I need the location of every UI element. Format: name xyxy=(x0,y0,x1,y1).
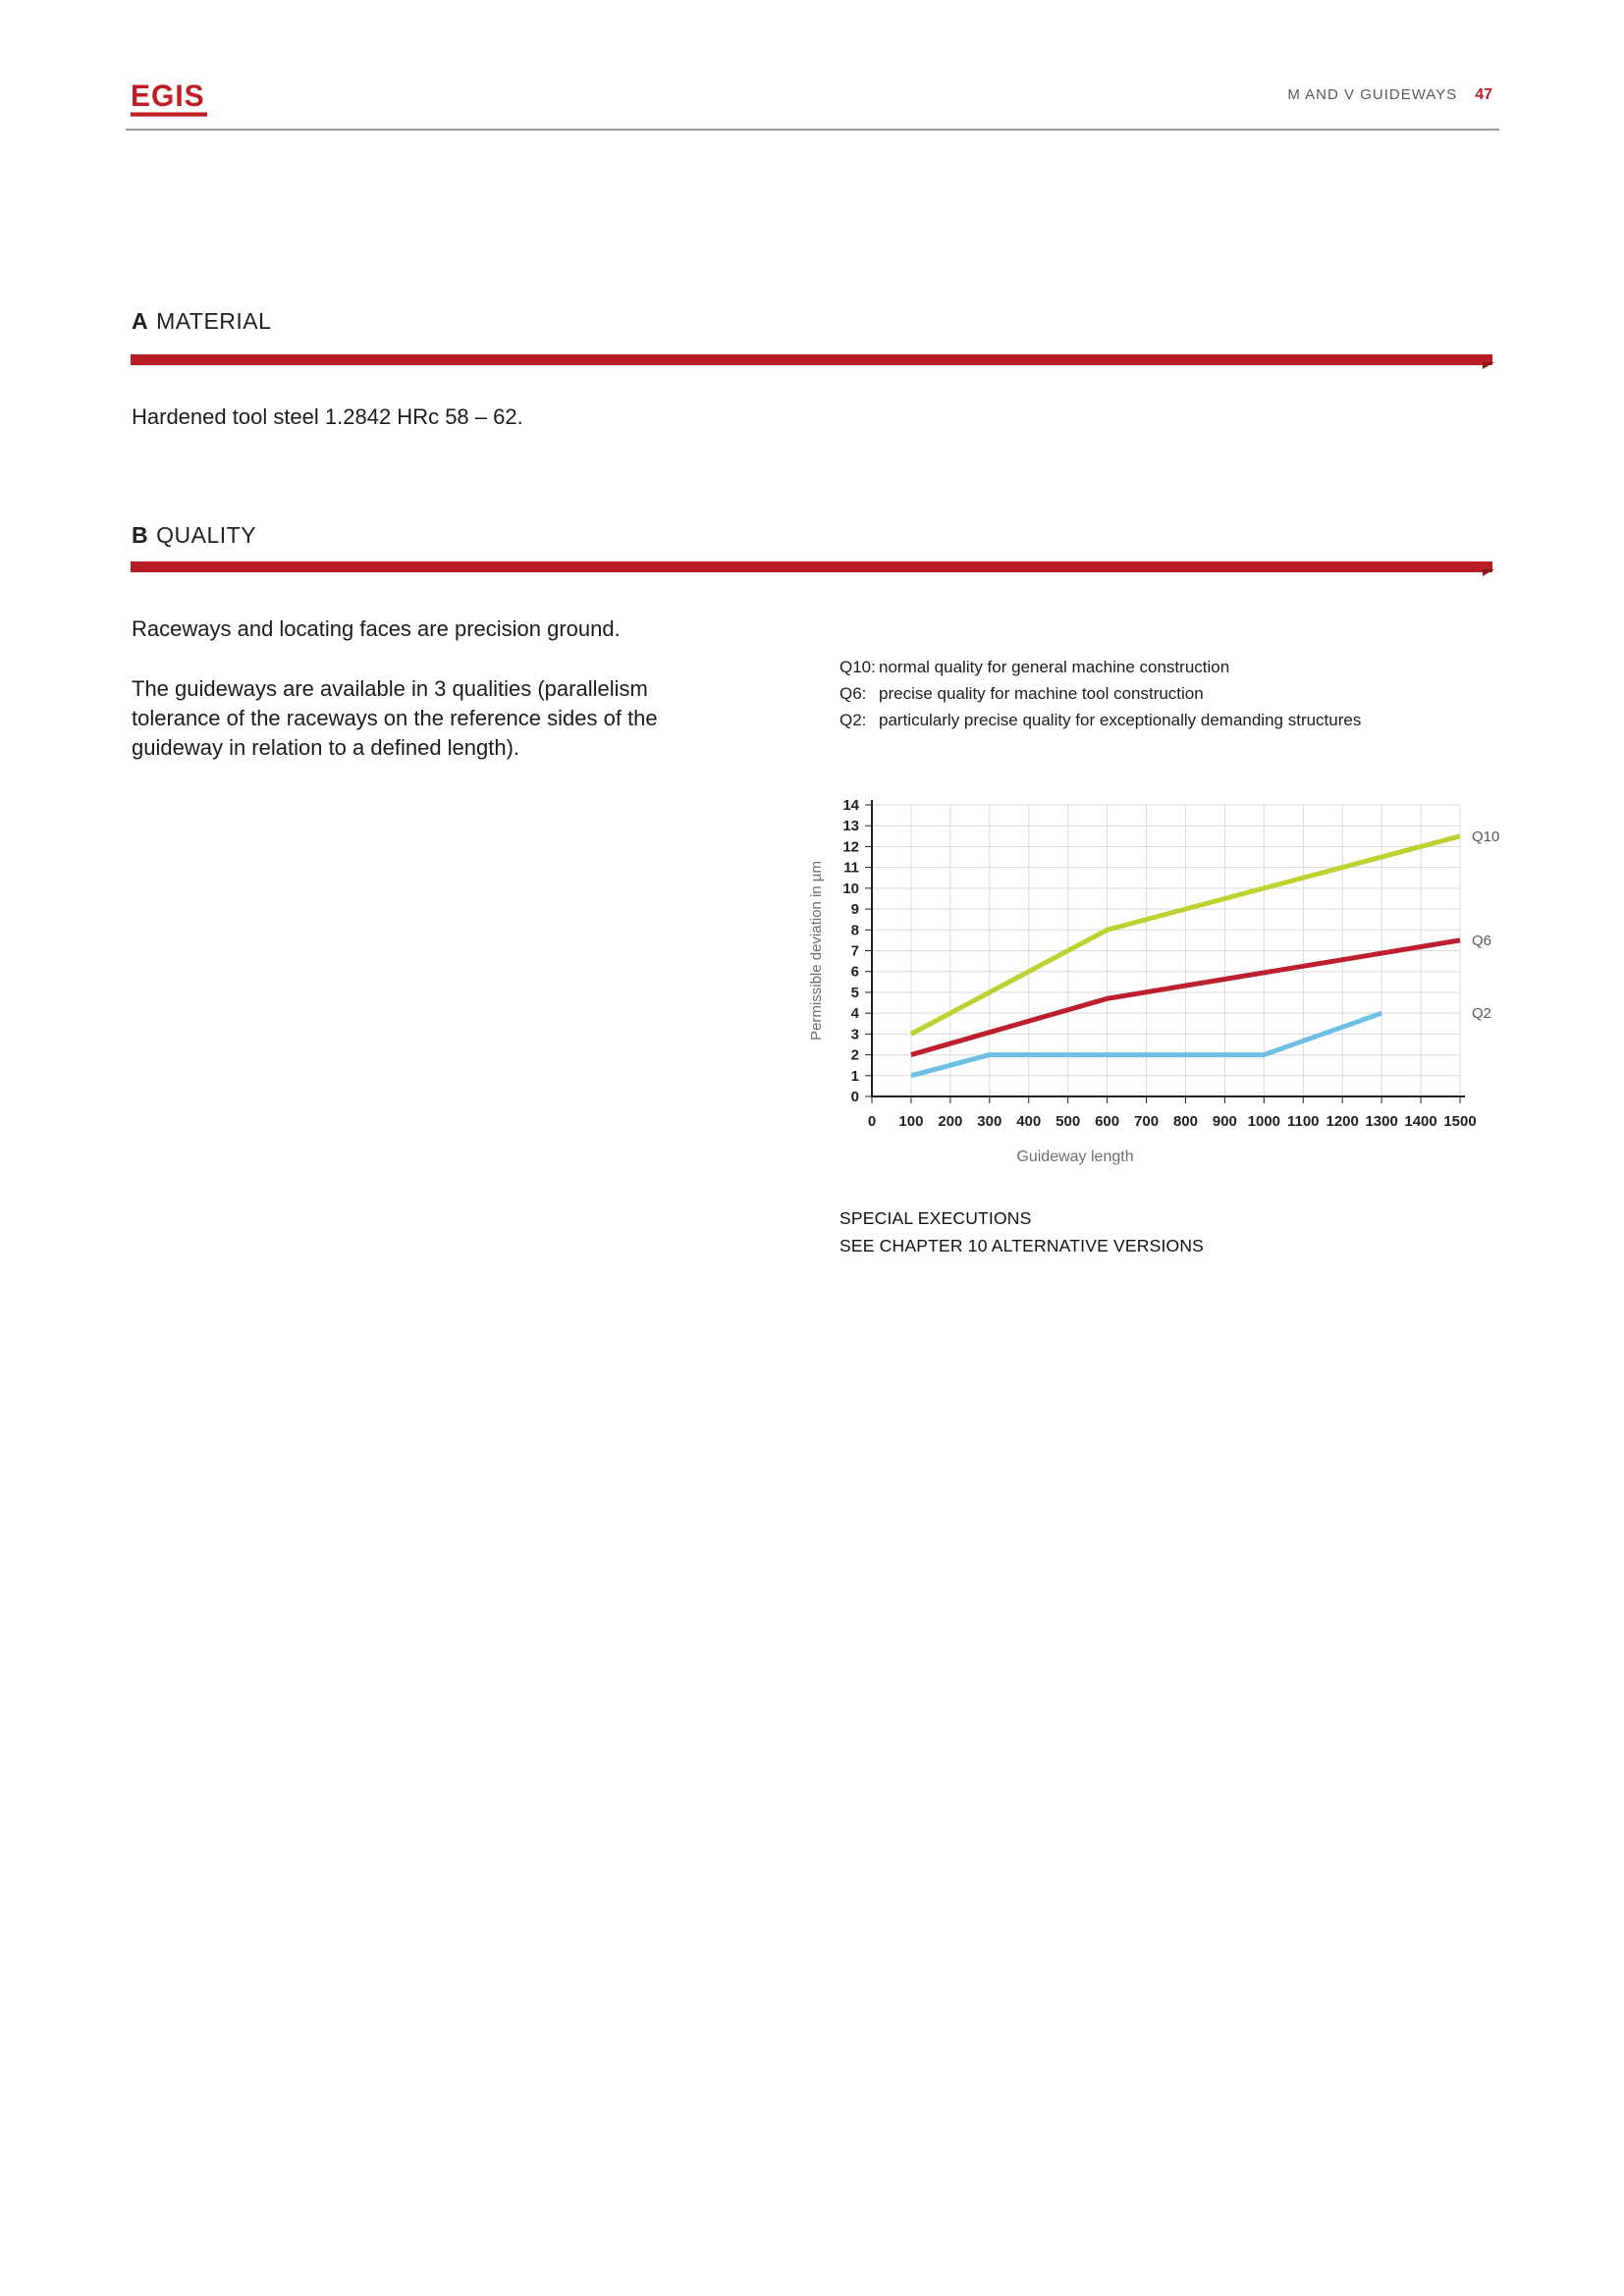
svg-text:800: 800 xyxy=(1172,1113,1198,1130)
section-a-title: MATERIAL xyxy=(156,308,272,334)
svg-text:11: 11 xyxy=(843,859,859,877)
svg-text:Q6: Q6 xyxy=(1472,932,1492,949)
svg-text:100: 100 xyxy=(898,1113,924,1130)
svg-text:400: 400 xyxy=(1016,1113,1042,1130)
section-b-title: QUALITY xyxy=(156,522,257,548)
svg-text:10: 10 xyxy=(842,880,859,897)
legend-row-q10 xyxy=(839,654,1361,680)
legend-text-q10: normal quality for general machine construction xyxy=(879,658,1230,676)
svg-text:0: 0 xyxy=(867,1113,877,1130)
svg-text:Permissible deviation in µm: Permissible deviation in µm xyxy=(808,861,825,1041)
svg-text:13: 13 xyxy=(842,818,859,835)
svg-text:0: 0 xyxy=(850,1089,859,1105)
svg-text:1300: 1300 xyxy=(1365,1113,1398,1130)
svg-text:1: 1 xyxy=(850,1067,859,1085)
legend-row-q2 xyxy=(839,707,1361,733)
legend-label-q10: Q10: xyxy=(839,658,876,676)
section-b-divider xyxy=(131,561,1492,572)
svg-text:4: 4 xyxy=(850,1005,859,1023)
note-line-2: SEE CHAPTER 10 ALTERNATIVE VERSIONS xyxy=(839,1236,1205,1255)
legend-label-q2: Q2: xyxy=(839,711,867,729)
header-title: M AND V GUIDEWAYS xyxy=(1287,86,1458,103)
page-header xyxy=(1262,86,1492,104)
egis-logo: EGIS xyxy=(131,82,207,117)
quality-text-2: The guideways are available in 3 qualities (parallelism tolerance of the raceways on the reference sides of the guideway in relation to a defined length). xyxy=(132,676,658,760)
svg-text:Q2: Q2 xyxy=(1472,1005,1492,1023)
section-a-heading xyxy=(132,308,271,335)
svg-text:600: 600 xyxy=(1095,1113,1120,1130)
special-executions-note xyxy=(839,1204,1204,1259)
svg-text:1500: 1500 xyxy=(1443,1113,1477,1130)
section-a-divider xyxy=(131,354,1492,365)
section-a-letter: A xyxy=(132,308,149,334)
svg-text:3: 3 xyxy=(850,1026,859,1043)
legend-text-q2: particularly precise quality for exceptionally demanding structures xyxy=(879,711,1362,729)
note-line-1: SPECIAL EXECUTIONS xyxy=(839,1208,1032,1228)
quality-legend xyxy=(839,654,1361,733)
material-text: Hardened tool steel 1.2842 HRc 58 – 62. xyxy=(132,404,523,429)
legend-label-q6: Q6: xyxy=(839,684,867,703)
svg-text:1200: 1200 xyxy=(1326,1113,1359,1130)
svg-text:500: 500 xyxy=(1056,1113,1081,1130)
section-b-heading xyxy=(132,522,256,549)
section-b-letter: B xyxy=(132,522,149,548)
svg-text:1000: 1000 xyxy=(1247,1113,1281,1130)
quality-text-1: Raceways and locating faces are precision ground. xyxy=(132,616,621,641)
svg-text:Q10: Q10 xyxy=(1472,828,1500,845)
quality-chart-container xyxy=(805,780,1502,1183)
svg-text:1100: 1100 xyxy=(1286,1113,1320,1130)
svg-text:5: 5 xyxy=(850,984,859,1001)
legend-row-q6 xyxy=(839,680,1361,707)
svg-text:Guideway length: Guideway length xyxy=(1016,1148,1134,1165)
svg-text:9: 9 xyxy=(850,901,859,919)
header-rule xyxy=(126,129,1499,131)
legend-text-q6: precise quality for machine tool construction xyxy=(879,684,1204,703)
svg-text:6: 6 xyxy=(850,963,859,981)
svg-text:900: 900 xyxy=(1212,1113,1237,1130)
svg-text:12: 12 xyxy=(842,838,859,856)
svg-text:700: 700 xyxy=(1134,1113,1160,1130)
page-number: 47 xyxy=(1475,86,1492,103)
svg-text:7: 7 xyxy=(850,942,859,960)
svg-text:1400: 1400 xyxy=(1404,1113,1437,1130)
svg-text:8: 8 xyxy=(850,922,859,939)
quality-chart xyxy=(805,780,1502,1183)
svg-text:300: 300 xyxy=(977,1113,1002,1130)
svg-text:200: 200 xyxy=(938,1113,963,1130)
svg-text:2: 2 xyxy=(850,1046,859,1064)
svg-text:14: 14 xyxy=(842,797,859,814)
